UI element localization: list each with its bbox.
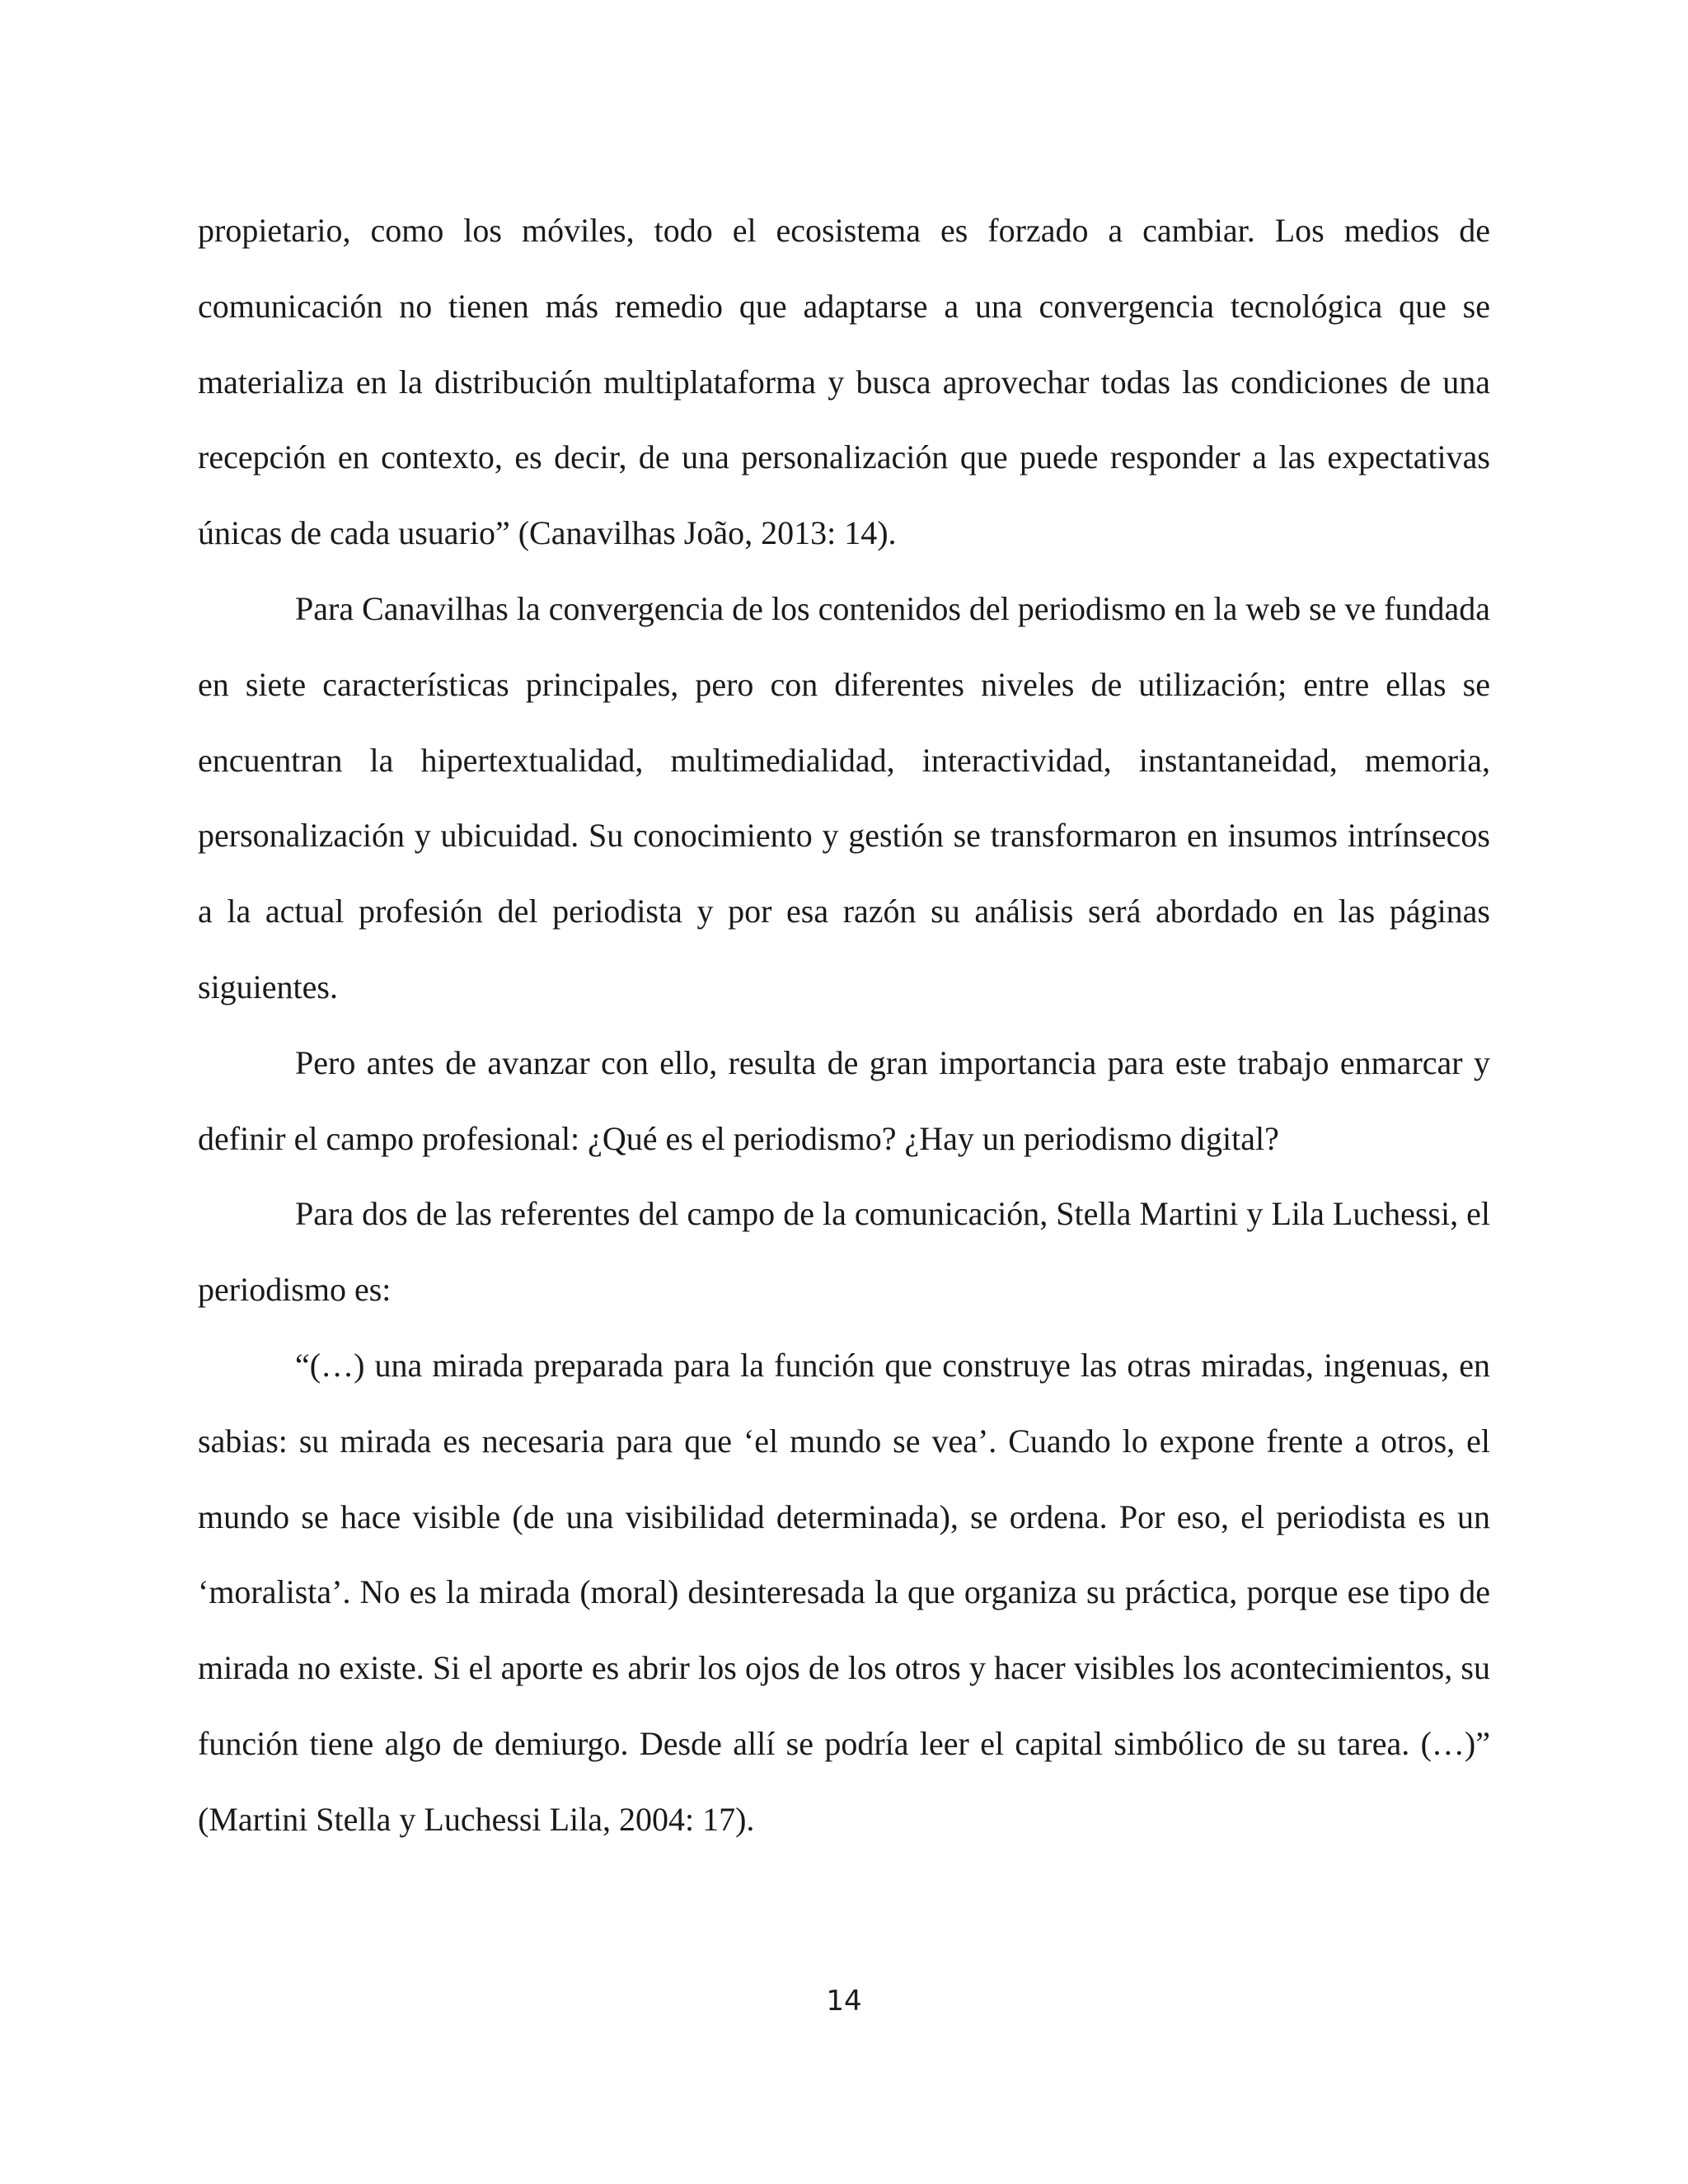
- text-line: comunicación no tienen más remedio que adaptarse a una convergencia tecnológica que se: [198, 287, 1490, 325]
- quote-line: mundo se hace visible (de una visibilidad determinada), se ordena. Por eso, el periodista es un: [198, 1497, 1490, 1535]
- citation-line: (Martini Stella y Luchessi Lila, 2004: 17).: [198, 1800, 755, 1838]
- quote-line: ‘moralista’. No es la mirada (moral) desinteresada la que organiza su práctica, porque ese tipo de: [198, 1573, 1490, 1611]
- text-line: recepción en contexto, es decir, de una personalización que puede responder a las expectativas: [198, 438, 1490, 476]
- text-line: periodismo es:: [198, 1271, 392, 1309]
- quote-line: función tiene algo de demiurgo. Desde allí se podría leer el capital simbólico de su tarea. (…)”: [198, 1724, 1490, 1762]
- text-line: propietario, como los móviles, todo el ecosistema es forzado a cambiar. Los medios de: [198, 212, 1490, 249]
- text-line: únicas de cada usuario” (Canavilhas João, 2013: 14).: [198, 514, 897, 552]
- quote-line: mirada no existe. Si el aporte es abrir los ojos de los otros y hacer visibles los acontecimientos, su: [198, 1649, 1490, 1687]
- paragraph-first-line: Pero antes de avanzar con ello, resulta de gran importancia para este trabajo enmarcar y: [295, 1043, 1490, 1081]
- text-line: personalización y ubicuidad. Su conocimiento y gestión se transformaron en insumos intrínsecos: [198, 817, 1490, 855]
- text-line: definir el campo profesional: ¿Qué es el periodismo? ¿Hay un periodismo digital?: [198, 1119, 1279, 1157]
- text-line: materializa en la distribución multiplataforma y busca aprovechar todas las condiciones de una: [198, 363, 1490, 401]
- text-line: encuentran la hipertextualidad, multimedialidad, interactividad, instantaneidad, memoria,: [198, 741, 1490, 779]
- text-line: en siete características principales, pero con diferentes niveles de utilización; entre ellas se: [198, 665, 1490, 703]
- paragraph-first-line: Para dos de las referentes del campo de la comunicación, Stella Martini y Lila Luchessi, el: [295, 1195, 1490, 1233]
- quote-first-line: “(…) una mirada preparada para la función que construye las otras miradas, ingenuas, en: [295, 1346, 1490, 1384]
- text-line: siguientes.: [198, 968, 338, 1005]
- text-line: a la actual profesión del periodista y por esa razón su análisis será abordado en las páginas: [198, 893, 1490, 930]
- quote-line: sabias: su mirada es necesaria para que ‘el mundo se vea’. Cuando lo expone frente a otros, el: [198, 1422, 1490, 1460]
- paragraph-first-line: Para Canavilhas la convergencia de los contenidos del periodismo en la web se ve fundada: [295, 589, 1490, 627]
- page-number: 14: [826, 1985, 862, 2018]
- body-text: [198, 193, 1490, 1858]
